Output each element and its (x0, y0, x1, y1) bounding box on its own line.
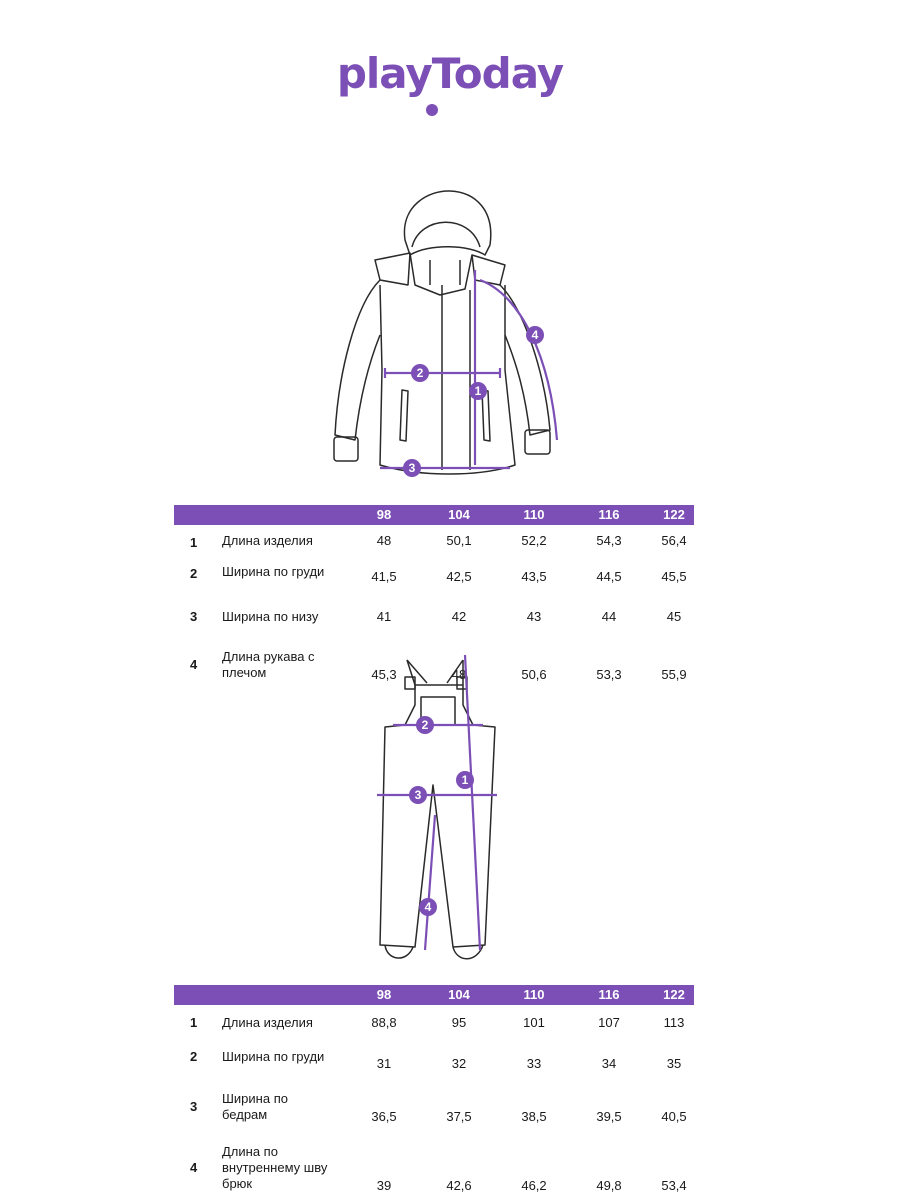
pants-row-1-98: 88,8 (371, 1015, 397, 1030)
pants-marker-3-text: 3 (414, 788, 422, 802)
pants-row-1-num: 1 (190, 1015, 198, 1030)
pants-row-4-122: 53,4 (661, 1178, 687, 1193)
jacket-size-110: 110 (523, 507, 545, 522)
jacket-row-2-104: 42,5 (446, 569, 472, 584)
jacket-size-104: 104 (448, 507, 470, 522)
jacket-row-3-110: 43 (526, 609, 542, 624)
jacket-marker-4-text: 4 (531, 328, 539, 342)
pants-row-3-label: Ширина по бедрам (222, 1091, 288, 1122)
jacket-row-2-num: 2 (190, 566, 198, 581)
pants-row-4-num: 4 (190, 1160, 198, 1175)
jacket-row-1-label: Длина изделия (222, 533, 313, 548)
pants-table-header (174, 985, 694, 1005)
jacket-row-4-110: 50,6 (521, 667, 547, 682)
pants-size-110: 110 (523, 987, 545, 1002)
jacket-row-3-116: 44 (601, 609, 617, 624)
jacket-row-3-num: 3 (190, 609, 198, 624)
pants-row-4 (174, 1142, 694, 1194)
jacket-row-1-104: 50,1 (446, 533, 472, 548)
pants-size-98: 98 (376, 987, 392, 1002)
pants-marker-2-text: 2 (421, 718, 429, 732)
pants-row-1 (174, 1010, 694, 1034)
pants-row-3-104: 37,5 (446, 1109, 472, 1124)
jacket-marker-3-text: 3 (408, 461, 416, 475)
pants-size-104: 104 (448, 987, 470, 1002)
jacket-row-1-num: 1 (190, 535, 198, 550)
pants-row-2-116: 34 (601, 1056, 617, 1071)
brand-logo-text: playToday (336, 49, 564, 98)
jacket-row-4-label: Длина рукава с плечом (222, 649, 315, 680)
pants-row-4-104: 42,6 (446, 1178, 472, 1193)
jacket-row-1-122: 56,4 (661, 533, 687, 548)
pants-row-2-num: 2 (190, 1049, 198, 1064)
jacket-row-2-116: 44,5 (596, 569, 622, 584)
jacket-size-116: 116 (598, 507, 620, 522)
jacket-size-122: 122 (663, 507, 685, 522)
pants-row-2-104: 32 (451, 1056, 467, 1071)
pants-size-122: 122 (663, 987, 685, 1002)
jacket-row-3-label: Ширина по низу (222, 609, 319, 624)
pants-row-1-122: 113 (663, 1015, 685, 1030)
jacket-row-2-98: 41,5 (371, 569, 397, 584)
jacket-row-2-110: 43,5 (521, 569, 547, 584)
pants-row-1-110: 101 (523, 1015, 545, 1030)
pants-row-2-label: Ширина по груди (222, 1049, 325, 1064)
jacket-row-3-98: 41 (376, 609, 392, 624)
jacket-row-4-116: 53,3 (596, 667, 622, 682)
jacket-row-3 (174, 609, 694, 629)
jacket-row-4-98: 45,3 (371, 667, 397, 682)
pants-marker-1-text: 1 (461, 773, 469, 787)
jacket-row-1-116: 54,3 (596, 533, 622, 548)
pants-row-1-116: 107 (598, 1015, 620, 1030)
brand-logo (330, 48, 570, 128)
pants-row-2-110: 33 (526, 1056, 542, 1071)
jacket-drawing (320, 185, 580, 485)
pants-size-116: 116 (598, 987, 620, 1002)
pants-row-2-122: 35 (666, 1056, 682, 1071)
pants-row-3-116: 39,5 (596, 1109, 622, 1124)
pants-row-3-98: 36,5 (371, 1109, 397, 1124)
jacket-table-header (174, 505, 694, 525)
jacket-row-2-label: Ширина по груди (222, 564, 325, 579)
pants-row-4-label: Длина по внутреннему шву брюк (222, 1144, 328, 1191)
jacket-row-4-122: 55,9 (661, 667, 687, 682)
jacket-size-98: 98 (376, 507, 392, 522)
jacket-row-3-122: 45 (666, 609, 682, 624)
jacket-row-3-104: 42 (451, 609, 467, 624)
jacket-row-4-num: 4 (190, 657, 198, 672)
jacket-row-4-104: 48 (451, 667, 467, 682)
pants-row-4-110: 46,2 (521, 1178, 547, 1193)
pants-row-3-110: 38,5 (521, 1109, 547, 1124)
pants-row-3-122: 40,5 (661, 1109, 687, 1124)
pants-row-1-label: Длина изделия (222, 1015, 313, 1030)
pants-row-1-104: 95 (451, 1015, 467, 1030)
pants-row-3-num: 3 (190, 1099, 198, 1114)
pants-row-4-98: 39 (376, 1178, 392, 1193)
pants-size-table (174, 985, 694, 1204)
jacket-marker-2-text: 2 (416, 366, 424, 380)
pants-row-3 (174, 1091, 694, 1127)
pants-marker-4-text: 4 (424, 900, 432, 914)
pants-row-4-116: 49,8 (596, 1178, 622, 1193)
pants-row-2-98: 31 (376, 1056, 392, 1071)
jacket-row-1 (174, 530, 694, 554)
jacket-marker-1-text: 1 (474, 384, 482, 398)
jacket-row-1-98: 48 (376, 533, 392, 548)
jacket-row-2 (174, 564, 694, 594)
overalls-drawing (355, 655, 515, 975)
pants-row-2 (174, 1044, 694, 1076)
jacket-row-2-122: 45,5 (661, 569, 687, 584)
brand-logo-dot (426, 104, 438, 116)
jacket-row-1-110: 52,2 (521, 533, 547, 548)
